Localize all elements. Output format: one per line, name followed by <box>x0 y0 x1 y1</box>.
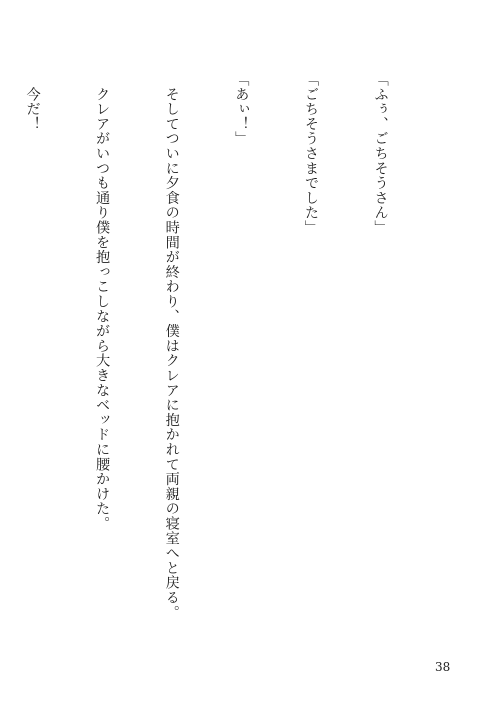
text-line-4: そしてついに夕食の時間が終わり、僕はクレアに抱かれて両親の寝室へと戻る。 <box>163 72 180 620</box>
text-line-1: 「ふぅ、ごちそうさん」 <box>372 72 389 235</box>
page-number: 38 <box>435 660 451 674</box>
vertical-text-body <box>0 72 438 628</box>
text-line-6: 今だ！ <box>24 72 41 132</box>
text-line-5: クレアがいつも通り僕を抱っこしながら大きなベッドに腰かけた。 <box>94 72 111 531</box>
text-line-2: 「ごちそうさまでした」 <box>302 72 319 235</box>
text-line-3: 「あぃ！」 <box>233 72 250 146</box>
